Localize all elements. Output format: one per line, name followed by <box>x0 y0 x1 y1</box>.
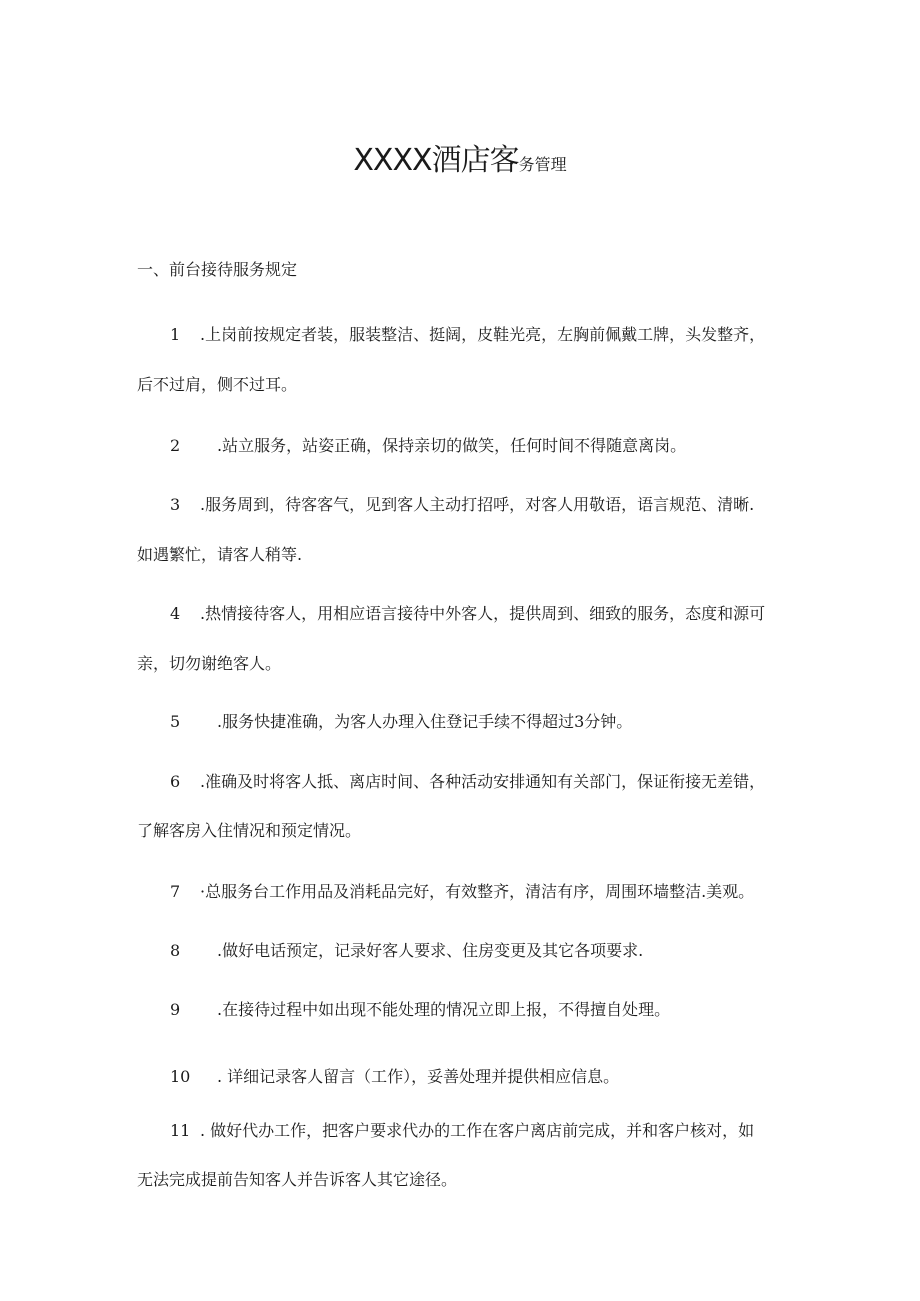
item-text: .上岗前按规定者装，服装整洁、挺阔，皮鞋光亮，左胸前佩戴工牌，头发整齐， <box>200 325 766 344</box>
item-number: 2 <box>170 436 181 455</box>
item-text: . 做好代办工作，把客户要求代办的工作在客户离店前完成，并和客户核对，如 <box>200 1121 755 1140</box>
item-number: 11 <box>170 1121 191 1140</box>
document-title <box>0 143 920 178</box>
item-text: .服务快捷准确，为客人办理入住登记手续不得超过3分钟。 <box>217 712 633 731</box>
item-text: .站立服务，站姿正确，保持亲切的做笑，任何时间不得随意离岗。 <box>217 436 687 455</box>
item-number: 10 <box>170 1067 191 1086</box>
list-item-6-line2: 了解客房入住情况和预定情况。 <box>137 821 362 840</box>
item-text: .在接待过程中如出现不能处理的情况立即上报，不得擅自处理。 <box>217 1000 671 1019</box>
list-item-4-line2: 亲，切勿谢绝客人。 <box>137 654 282 673</box>
item-text: .服务周到，待客客气，见到客人主动打招呼，对客人用敬语，语言规范、清晰. <box>200 495 755 514</box>
item-number: 8 <box>170 941 181 960</box>
list-item-2-line1 <box>170 436 686 455</box>
list-item-8-line1 <box>170 941 643 960</box>
section-heading: 一、前台接待服务规定 <box>137 260 298 279</box>
item-number: 9 <box>170 1000 181 1019</box>
item-number: 7 <box>170 882 181 901</box>
list-item-1-line2: 后不过肩，侧不过耳。 <box>137 375 298 394</box>
item-number: 3 <box>170 495 181 514</box>
list-item-11-line2: 无法完成提前告知客人并告诉客人其它途径。 <box>137 1170 458 1189</box>
item-text: ·总服务台工作用品及消耗品完好，有效整齐，清洁有序，周围环墙整洁.美观。 <box>200 882 755 901</box>
title-main: XXXX酒店客 <box>353 143 519 178</box>
list-item-5-line1 <box>170 712 632 731</box>
item-text: .热情接待客人，用相应语言接待中外客人，提供周到、细致的服务，态度和源可 <box>200 604 766 623</box>
item-number: 6 <box>170 772 181 791</box>
list-item-4-line1 <box>170 604 765 623</box>
item-text: .做好电话预定，记录好客人要求、住房变更及其它各项要求. <box>217 941 644 960</box>
list-item-7-line1 <box>170 882 754 901</box>
list-item-9-line1 <box>170 1000 670 1019</box>
list-item-11-line1 <box>170 1121 754 1140</box>
item-number: 5 <box>170 712 181 731</box>
list-item-1-line1 <box>170 325 765 344</box>
list-item-6-line1 <box>170 772 765 791</box>
list-item-3-line2: 如遇繁忙，请客人稍等. <box>137 545 303 564</box>
item-text: .准确及时将客人抵、离店时间、各种活动安排通知有关部门，保证衔接无差错， <box>200 772 766 791</box>
item-text: . 详细记录客人留言（工作），妥善处理并提供相应信息。 <box>217 1067 620 1086</box>
title-small: 务管理 <box>518 155 567 174</box>
item-number: 1 <box>170 325 181 344</box>
list-item-3-line1 <box>170 495 754 514</box>
item-number: 4 <box>170 604 181 623</box>
list-item-10-line1 <box>170 1067 619 1086</box>
